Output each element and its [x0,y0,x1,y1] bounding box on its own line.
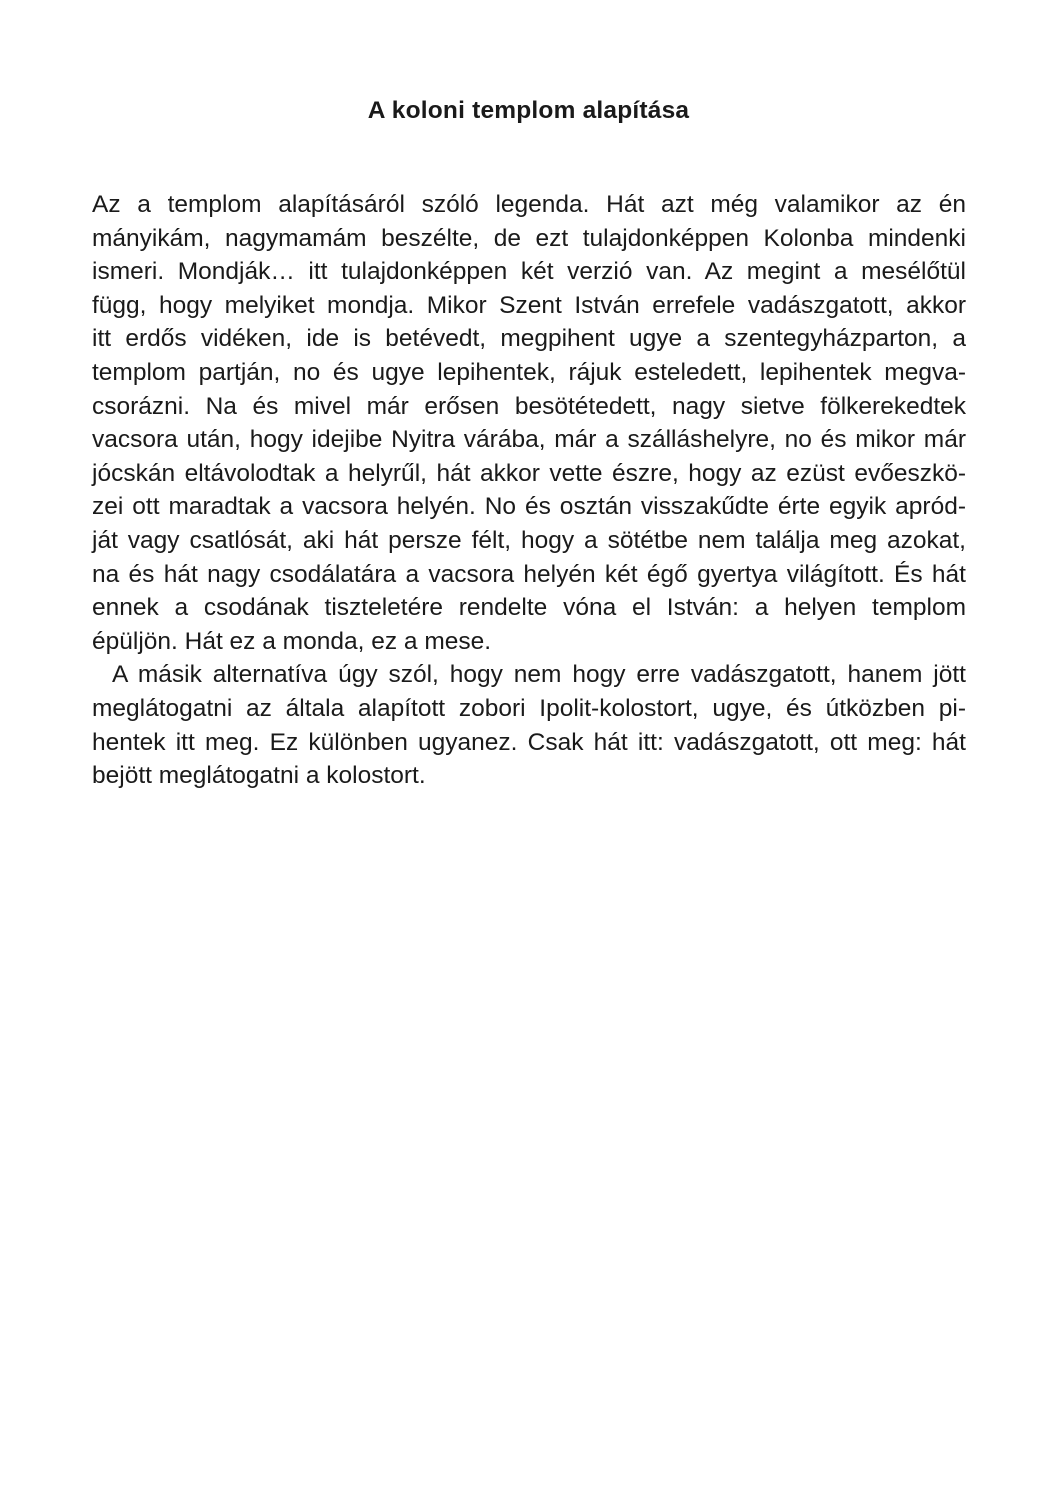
text-line: mányikám, nagymamám beszélte, de ezt tulajdonképpen Kolonba mindenki [92,224,966,252]
text-line: épüljön. Hát ez a monda, ez a mese. [92,627,492,655]
text-line: bejött meglátogatni a kolostort. [92,762,426,790]
text-line: A másik alternatíva úgy szól, hogy nem hogy erre vadászgatott, hanem jött [112,661,966,689]
text-line: na és hát nagy csodálatára a vacsora helyén két égő gyertya világított. És hát [92,560,966,588]
text-line: meglátogatni az általa alapított zobori Ipolit-kolostort, ugye, és útközben pi- [92,694,966,722]
text-line: vacsora után, hogy idejibe Nyitra várába, már a szálláshelyre, no és mikor már [92,426,966,454]
text-line: csorázni. Na és mivel már erősen besötétedett, nagy sietve fölkerekedtek [92,392,966,420]
paragraph [92,658,966,792]
text-line: ismeri. Mondják… itt tulajdonképpen két verzió van. Az megint a mesélőtül [92,258,966,286]
text-line: ennek a csodának tiszteletére rendelte vóna el István: a helyen templom [92,594,966,622]
text-line: templom partján, no és ugye lepihentek, rájuk esteledett, lepihentek megva- [92,358,966,386]
document-title: A koloni templom alapítása [367,97,690,124]
text-line: zei ott maradtak a vacsora helyén. No és osztán visszakűdte érte egyik apród- [92,493,966,521]
text-line: ját vagy csatlósát, aki hát persze félt, hogy a sötétbe nem találja meg azokat, [92,526,966,554]
paragraph [92,188,966,658]
text-line: jócskán eltávolodtak a helyrűl, hát akkor vette észre, hogy az ezüst evőeszkö- [92,459,966,487]
text-line: függ, hogy melyiket mondja. Mikor Szent István errefele vadászgatott, akkor [92,291,966,319]
document-body [92,188,966,793]
text-line: hentek itt meg. Ez különben ugyanez. Csak hát itt: vadászgatott, ott meg: hát [92,728,966,756]
text-line: itt erdős vidéken, ide is betévedt, megpihent ugye a szentegyházparton, a [92,325,966,353]
text-line: Az a templom alapításáról szóló legenda. Hát azt még valamikor az én [92,191,966,218]
